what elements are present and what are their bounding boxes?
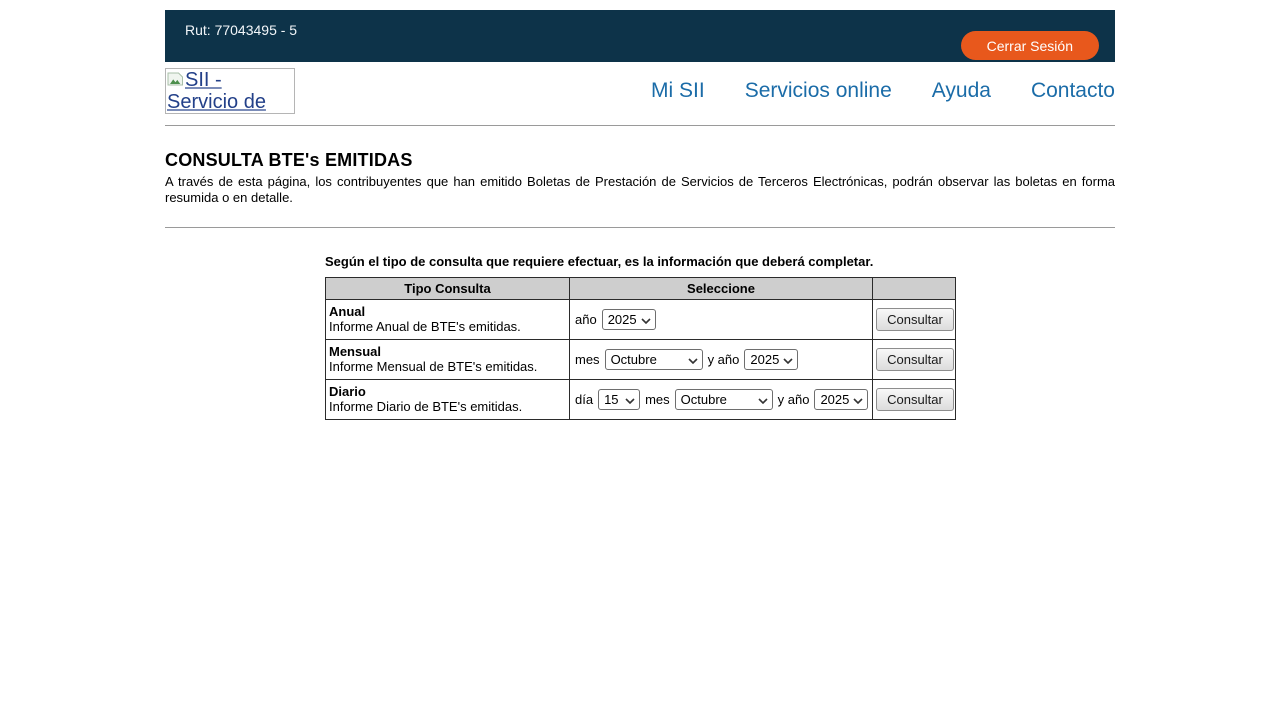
session-bar (165, 10, 1115, 62)
row-mensual-action (873, 339, 956, 379)
table-header-row (326, 277, 956, 299)
row-description: Informe Diario de BTE's emitidas. (329, 399, 523, 414)
row-title: Mensual (329, 343, 382, 359)
row-title: Diario (329, 383, 366, 399)
mensual-month-value: Octubre (610, 351, 657, 367)
page-description: A través de esta página, los contribuyentes que han emitido Boletas de Prestación de Servicios de Terceros Electrónicas, podrán observar las boletas en forma resumida o en detalle. (165, 174, 1115, 205)
col-header-action (873, 277, 956, 299)
nav-ayuda[interactable]: Ayuda (931, 79, 991, 102)
consultar-button-mensual[interactable]: Consultar (876, 348, 954, 371)
row-anual-selects (570, 299, 873, 339)
diario-day-value: 15 (604, 391, 619, 407)
nav-mi-sii[interactable]: Mi SII (651, 79, 705, 102)
col-header-seleccione: Seleccione (570, 277, 873, 299)
diario-month-label: mes (645, 391, 670, 407)
nav-servicios-online[interactable]: Servicios online (744, 79, 892, 102)
page-title: CONSULTA BTE's EMITIDAS (165, 150, 413, 170)
logout-button[interactable]: Cerrar Sesión (961, 31, 1099, 60)
mensual-year-value: 2025 (750, 351, 780, 367)
mensual-year-label: y año (707, 351, 740, 367)
col-header-tipo-consulta: Tipo Consulta (326, 277, 570, 299)
anual-year-value: 2025 (607, 311, 637, 327)
broken-image-icon (167, 69, 184, 91)
chevron-down-icon (625, 392, 635, 407)
row-diario-action (873, 379, 956, 419)
sii-logo[interactable] (165, 68, 295, 114)
instruction-text: Según el tipo de consulta que requiere efectuar, es la información que deberá completar. (325, 254, 874, 269)
anual-year-select[interactable] (602, 309, 656, 330)
brand-row (165, 68, 1115, 114)
row-description: Informe Anual de BTE's emitidas. (329, 319, 521, 334)
diario-year-value: 2025 (820, 391, 850, 407)
row-title: Anual (329, 303, 366, 319)
row-anual-action (873, 299, 956, 339)
diario-year-select[interactable] (814, 389, 868, 410)
consulta-table (325, 277, 956, 420)
diario-day-select[interactable] (598, 389, 640, 410)
diario-month-select[interactable] (675, 389, 773, 410)
content-divider (165, 227, 1115, 228)
table-row-anual (326, 299, 956, 339)
mensual-month-label: mes (575, 351, 600, 367)
consulta-section (325, 254, 955, 420)
row-mensual-info (326, 339, 570, 379)
chevron-down-icon (688, 352, 698, 367)
rut-label: Rut: 77043495 - 5 (185, 22, 298, 38)
diario-day-label: día (575, 391, 594, 407)
row-diario-selects (570, 379, 873, 419)
consultar-button-diario[interactable]: Consultar (876, 388, 954, 411)
mensual-year-select[interactable] (744, 349, 798, 370)
table-row-mensual (326, 339, 956, 379)
diario-month-value: Octubre (680, 391, 727, 407)
anual-year-label: año (575, 311, 597, 327)
chevron-down-icon (853, 392, 863, 407)
mensual-month-select[interactable] (605, 349, 703, 370)
diario-year-label: y año (777, 391, 810, 407)
main-content (165, 150, 1115, 420)
main-nav (651, 79, 1115, 103)
page-container (165, 10, 1115, 420)
row-diario-info (326, 379, 570, 419)
consultar-button-anual[interactable]: Consultar (876, 308, 954, 331)
chevron-down-icon (758, 392, 768, 407)
header-divider (165, 125, 1115, 126)
chevron-down-icon (783, 352, 793, 367)
row-description: Informe Mensual de BTE's emitidas. (329, 359, 538, 374)
table-row-diario (326, 379, 956, 419)
nav-contacto[interactable]: Contacto (1030, 79, 1115, 102)
logo-alt-text: SII - Servicio de (167, 69, 266, 113)
row-mensual-selects (570, 339, 873, 379)
chevron-down-icon (641, 312, 651, 327)
row-anual-info (326, 299, 570, 339)
